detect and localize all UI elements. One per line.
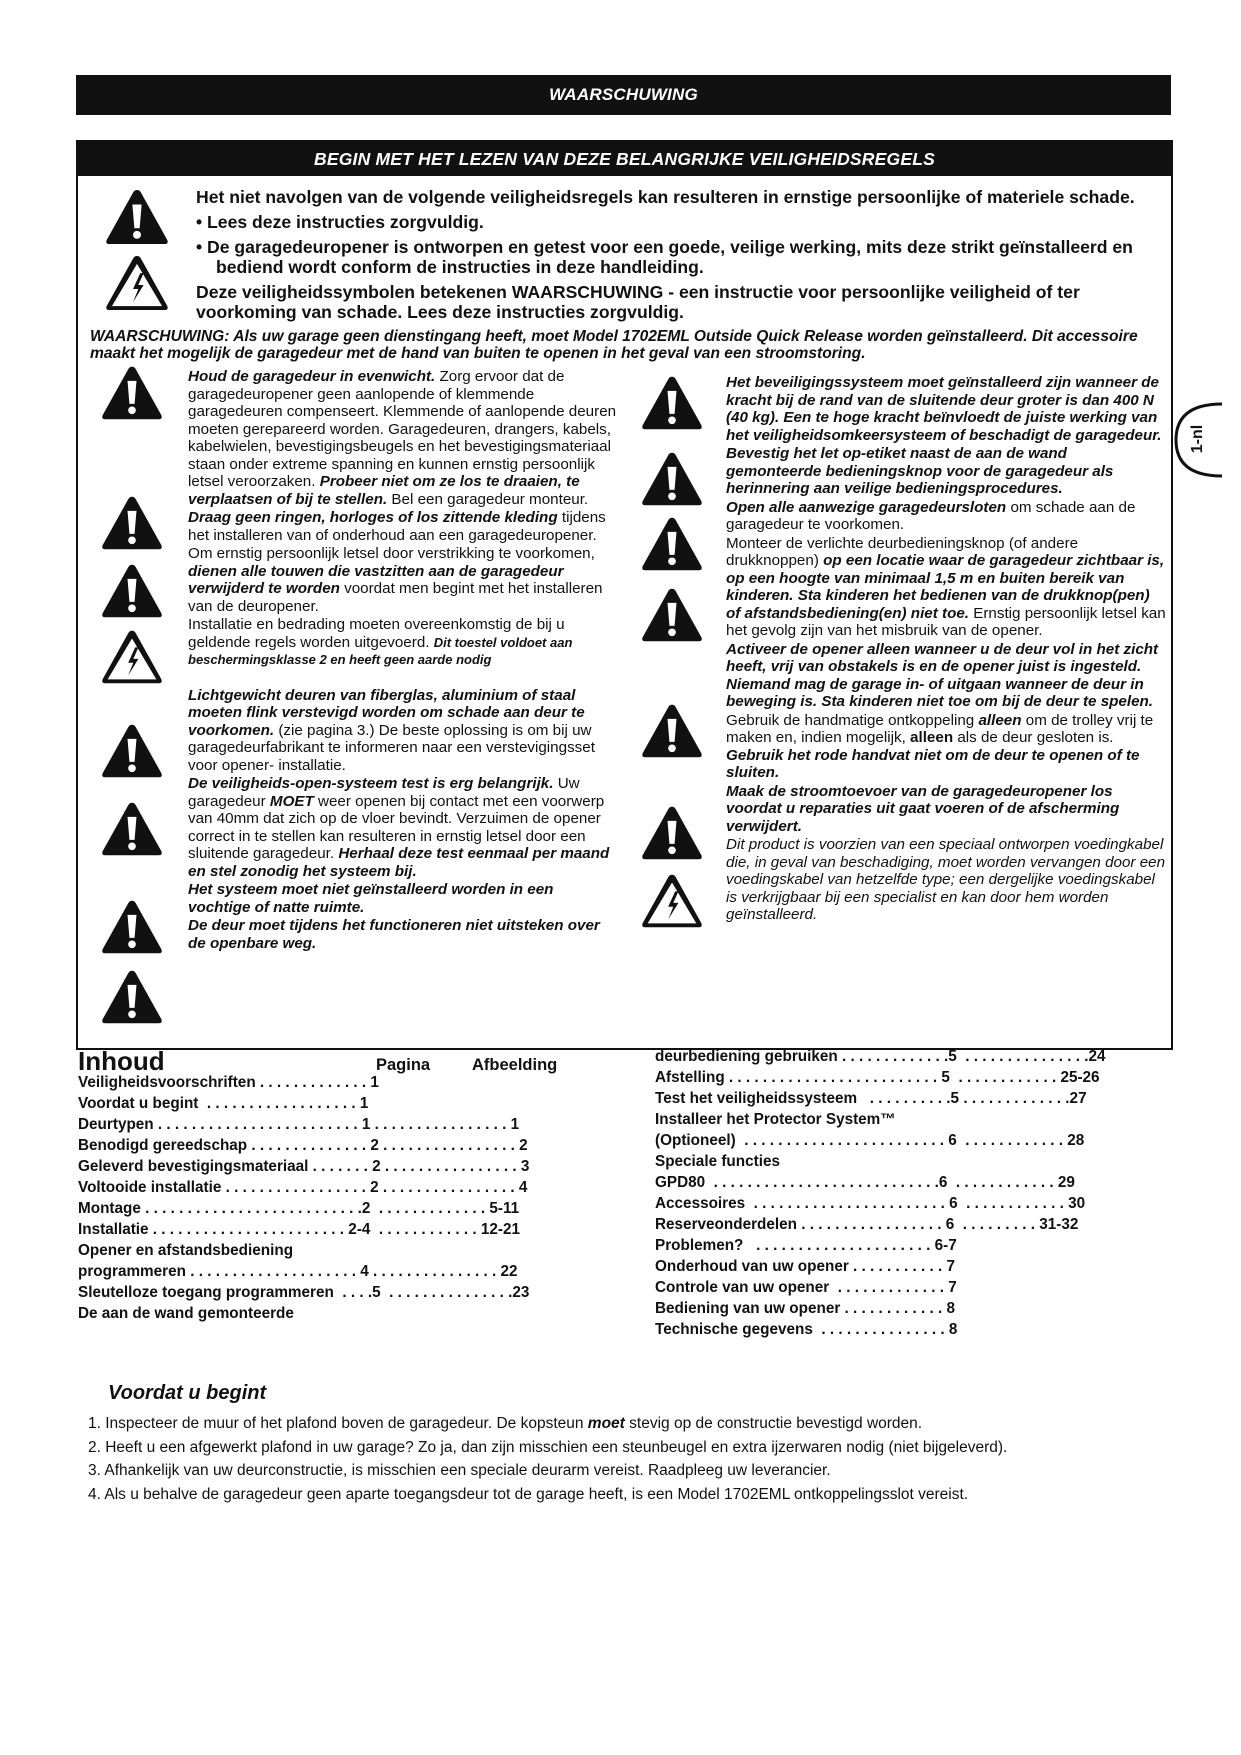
- toc-row[interactable]: Afstelling . . . . . . . . . . . . . . . . . . . . . . . . . 5 . . . . . . . . . . . . 25-26: [655, 1069, 1100, 1086]
- warning-exclamation-icon: [640, 702, 704, 760]
- rule-public-road: De deur moet tijdens het functioneren niet uitsteken over de openbare weg.: [188, 917, 600, 952]
- section-title-voordat: Voordat u begint: [108, 1382, 267, 1404]
- warning-exclamation-icon: [100, 364, 164, 422]
- list-item: 2. Heeft u een afgewerkt plafond in uw garage? Zo ja, dan zijn misschien een steunbeugel en extra ijzerwaren nodig (niet bijgeleverd).: [88, 1438, 1008, 1456]
- toc-row[interactable]: Technische gegevens . . . . . . . . . . . . . . . 8: [655, 1321, 958, 1338]
- page-number-tab: 1-nl: [1189, 424, 1206, 454]
- rule-power-cable: Dit product is voorzien van een speciaal ontworpen voedingkabel die, in geval van beschadiging, moet worden vervangen door een voedingskabel van hetzelfde type; een dergelijke voedingskabel is verkrijgbaar bij een specialist en kan door hem worden geïnstalleerd.: [726, 836, 1166, 923]
- rule-ropes: Om ernstig persoonlijk letsel door verstrikking te voorkomen, dienen alle touwen die vastzitten aan de garagedeur verwijderd te worden voordat men begint met het installeren van de deuropener.: [188, 545, 603, 615]
- list-item: 1. Inspecteer de muur of het plafond boven de garagedeur. De kopsteun moet stevig op de constructie bevestigd worden.: [88, 1415, 923, 1432]
- electric-shock-warning-icon: [640, 872, 704, 930]
- warning-exclamation-icon: [640, 804, 704, 862]
- rule-push-button: Monteer de verlichte deurbedieningsknop (of andere drukknoppen) op een locatie waar de garagedeur zichtbaar is, op een hoogte van minimaal 1,5 m en buiten bereik van kinderen. Sta kinderen het bedienen van de drukknop(pen) of afstandsbediening(en) niet toe. Ernstig persoonlijk letsel kan het gevolg zijn van het misbruik van de opener.: [726, 534, 1166, 639]
- warning-banner: WAARSCHUWING: [76, 75, 1171, 115]
- toc-row[interactable]: Opener en afstandsbediening: [78, 1242, 294, 1259]
- intro-bullet: • De garagedeuropener is ontworpen en getest voor een goede, veilige werking, mits deze strikt geïnstalleerd en bediend wordt conform de instructies in deze handleiding.: [196, 237, 1133, 277]
- toc-row[interactable]: deurbediening gebruiken . . . . . . . . . . . . .5 . . . . . . . . . . . . . . .24: [655, 1048, 1106, 1065]
- safety-rules-frame: [76, 140, 1173, 1050]
- safety-rules-left: [188, 368, 618, 953]
- warning-exclamation-icon: [640, 450, 704, 508]
- voordat-list: [88, 1412, 1188, 1506]
- electric-shock-warning-icon: [100, 628, 164, 686]
- toc-row[interactable]: Sleutelloze toegang programmeren . . . .5 . . . . . . . . . . . . . . .23: [78, 1284, 530, 1301]
- intro-bullet: • Lees deze instructies zorgvuldig.: [196, 212, 484, 232]
- safety-rules-banner: BEGIN MET HET LEZEN VAN DEZE BELANGRIJKE VEILIGHEIDSREGELS: [78, 142, 1171, 176]
- toc-row[interactable]: Voltooide installatie . . . . . . . . . . . . . . . . . 2 . . . . . . . . . . . . . . . . 4: [78, 1179, 528, 1196]
- toc-row[interactable]: Installeer het Protector System™: [655, 1111, 896, 1128]
- toc-title: Inhoud: [78, 1046, 165, 1076]
- toc-row[interactable]: Speciale functies: [655, 1153, 780, 1170]
- rule-label: Bevestig het let op-etiket naast de aan de wand gemonteerde bedieningsknop voor de garagedeur als herinnering aan veilige bedieningsprocedures.: [726, 445, 1114, 497]
- warning-exclamation-icon: [104, 187, 170, 247]
- electric-shock-warning-icon: [104, 253, 170, 313]
- list-item: 3. Afhankelijk van uw deurconstructie, is misschien een speciale deurarm vereist. Raadpleeg uw leverancier.: [88, 1462, 831, 1479]
- rule-manual-release: Gebruik de handmatige ontkoppeling alleen om de trolley vrij te maken en, indien mogelijk, alleen als de deur gesloten is. Gebruik het rode handvat niet om de deur te openen of te sluiten.: [726, 711, 1154, 781]
- warning-exclamation-icon: [100, 968, 164, 1026]
- toc-row[interactable]: Problemen? . . . . . . . . . . . . . . . . . . . . . 6-7: [655, 1237, 957, 1254]
- toc-col-afbeelding: Afbeelding: [472, 1056, 558, 1074]
- rule-jewelry: Draag geen ringen, horloges of los zittende kleding tijdens het installeren van of onderhoud aan een garagedeuropener.: [188, 509, 606, 544]
- toc-row[interactable]: Controle van uw opener . . . . . . . . . . . . . 7: [655, 1279, 957, 1296]
- toc-row[interactable]: Veiligheidsvoorschriften . . . . . . . . . . . . . 1: [78, 1074, 379, 1091]
- warning-1702eml: WAARSCHUWING: Als uw garage geen dienstingang heeft, moet Model 1702EML Outside Quick Release worden geïnstalleerd. Dit accessoire maakt het mogelijk de garagedeur met de hand van buiten te openen in het geval van een stroomstoring.: [90, 328, 1138, 362]
- toc-right-column: [655, 1046, 1175, 1340]
- toc-row[interactable]: Accessoires . . . . . . . . . . . . . . . . . . . . . . . 6 . . . . . . . . . . . . 30: [655, 1195, 1086, 1212]
- warning-exclamation-icon: [100, 722, 164, 780]
- toc-left-column: [78, 1072, 578, 1324]
- rule-activate: Activeer de opener alleen wanneer u de deur vol in het zicht heeft, vrij van obstakels is en de opener juist is ingesteld. Niemand mag de garage in- of uitgaan wanneer de deur in beweging is. Sta kinderen niet toe om bij de deur te spelen.: [726, 640, 1159, 710]
- toc-row[interactable]: Reserveonderdelen . . . . . . . . . . . . . . . . . 6 . . . . . . . . . 31-32: [655, 1216, 1079, 1233]
- intro-text: [196, 187, 1156, 327]
- toc-row[interactable]: Montage . . . . . . . . . . . . . . . . . . . . . . . . . .2 . . . . . . . . . . . . . 5-11: [78, 1200, 520, 1217]
- list-item: 4. Als u behalve de garagedeur geen aparte toegangsdeur tot de garage heeft, is een Model 1702EML ontkoppelingsslot vereist.: [88, 1485, 969, 1503]
- rule-protection-system: Het beveiligingssysteem moet geïnstalleerd zijn wanneer de kracht bij de rand van de sluitende deur groter is dan 400 N (40 kg). Een te hoge kracht beïnvloedt de juiste werking van het veiligheidsomkeersysteem of beschadigt de garagedeur.: [726, 374, 1162, 444]
- rule-balance: Houd de garagedeur in evenwicht. Zorg ervoor dat de garagedeuropener geen aanlopende of klemmende garagedeuren compenseert. Klemmende of aanlopende deuren moeten gerepareerd worden. Garagedeuren, drangers, kabels, kabelwielen, bevestigingsbeugels en het bevestigingsmateriaal staan onder extreme spanning en kunnen ernstig persoonlijk letsel veroorzaken. Probeer niet om ze los te draaien, te verplaatsen of bij te stellen. Bel een garagedeur monteur.: [188, 368, 617, 508]
- warning-exclamation-icon: [100, 898, 164, 956]
- toc-col-pagina: Pagina: [376, 1056, 431, 1074]
- toc-row[interactable]: Installatie . . . . . . . . . . . . . . . . . . . . . . . 2-4 . . . . . . . . . . . . 12-21: [78, 1221, 521, 1238]
- toc-row[interactable]: Onderhoud van uw opener . . . . . . . . . . . 7: [655, 1258, 956, 1275]
- warning-exclamation-icon: [640, 586, 704, 644]
- toc-row[interactable]: GPD80 . . . . . . . . . . . . . . . . . . . . . . . . . . .6 . . . . . . . . . . . . 29: [655, 1174, 1075, 1191]
- rule-lightweight-doors: Lichtgewicht deuren van fiberglas, aluminium of staal moeten flink verstevigd worden om schade aan deur te voorkomen. (zie pagina 3.) De beste oplossing is om bij uw garagedeurfabrikant te informeren naar een verstevigingsset voor opener- installatie.: [188, 686, 595, 774]
- rule-wiring: Installatie en bedrading moeten overeenkomstig de bij u geldende regels worden uitgevoerd. Dit toestel voldoet aan beschermingsklasse 2 en heeft geen aarde nodig: [188, 616, 573, 667]
- warning-exclamation-icon: [100, 800, 164, 858]
- toc-row[interactable]: Bediening van uw opener . . . . . . . . . . . . 8: [655, 1300, 956, 1317]
- warning-exclamation-icon: [640, 515, 704, 573]
- toc-row[interactable]: programmeren . . . . . . . . . . . . . . . . . . . . 4 . . . . . . . . . . . . . . . 22: [78, 1263, 518, 1280]
- intro-line: Deze veiligheidssymbolen betekenen WAARSCHUWING - een instructie voor persoonlijke veiligheid of ter voorkoming van schade. Lees deze instructies zorgvuldig.: [196, 282, 1080, 322]
- warning-exclamation-icon: [100, 494, 164, 552]
- toc-row[interactable]: Benodigd gereedschap . . . . . . . . . . . . . . 2 . . . . . . . . . . . . . . . . 2: [78, 1137, 528, 1154]
- toc-row[interactable]: Geleverd bevestigingsmateriaal . . . . . . . 2 . . . . . . . . . . . . . . . . 3: [78, 1158, 530, 1175]
- toc-row[interactable]: Voordat u begint . . . . . . . . . . . . . . . . . . 1: [78, 1095, 369, 1112]
- toc-row[interactable]: Deurtypen . . . . . . . . . . . . . . . . . . . . . . . . 1 . . . . . . . . . . . . . . . . 1: [78, 1116, 520, 1133]
- toc-row[interactable]: Test het veiligheidssysteem . . . . . . . . . .5 . . . . . . . . . . . . .27: [655, 1090, 1087, 1107]
- toc-row[interactable]: De aan de wand gemonteerde: [78, 1305, 294, 1322]
- rule-locks: Open alle aanwezige garagedeursloten om schade aan de garagedeur te voorkomen.: [726, 498, 1136, 533]
- rule-power-off: Maak de stroomtoevoer van de garagedeuropener los voordat u reparaties uit gaat voeren of de afscherming verwijdert.: [726, 782, 1120, 835]
- rule-wet-area: Het systeem moet niet geïnstalleerd worden in een vochtige of natte ruimte.: [188, 881, 554, 916]
- rule-safety-test: De veiligheids-open-systeem test is erg belangrijk. Uw garagedeur MOET weer openen bij contact met een voorwerp van 40mm dat zich op de vloer bevindt. Verzuimen de opener correct in te stellen kan resulteren in ernstig letsel door een sluitende garagedeur. Herhaal deze test eenmaal per maand en stel zonodig het systeem bij.: [188, 775, 610, 880]
- toc-row[interactable]: (Optioneel) . . . . . . . . . . . . . . . . . . . . . . . . 6 . . . . . . . . . . . . 28: [655, 1132, 1085, 1149]
- intro-line: Het niet navolgen van de volgende veiligheidsregels kan resulteren in ernstige persoonlijke of materiele schade.: [196, 187, 1135, 207]
- safety-rules-right: [726, 374, 1166, 925]
- warning-exclamation-icon: [640, 374, 704, 432]
- warning-exclamation-icon: [100, 562, 164, 620]
